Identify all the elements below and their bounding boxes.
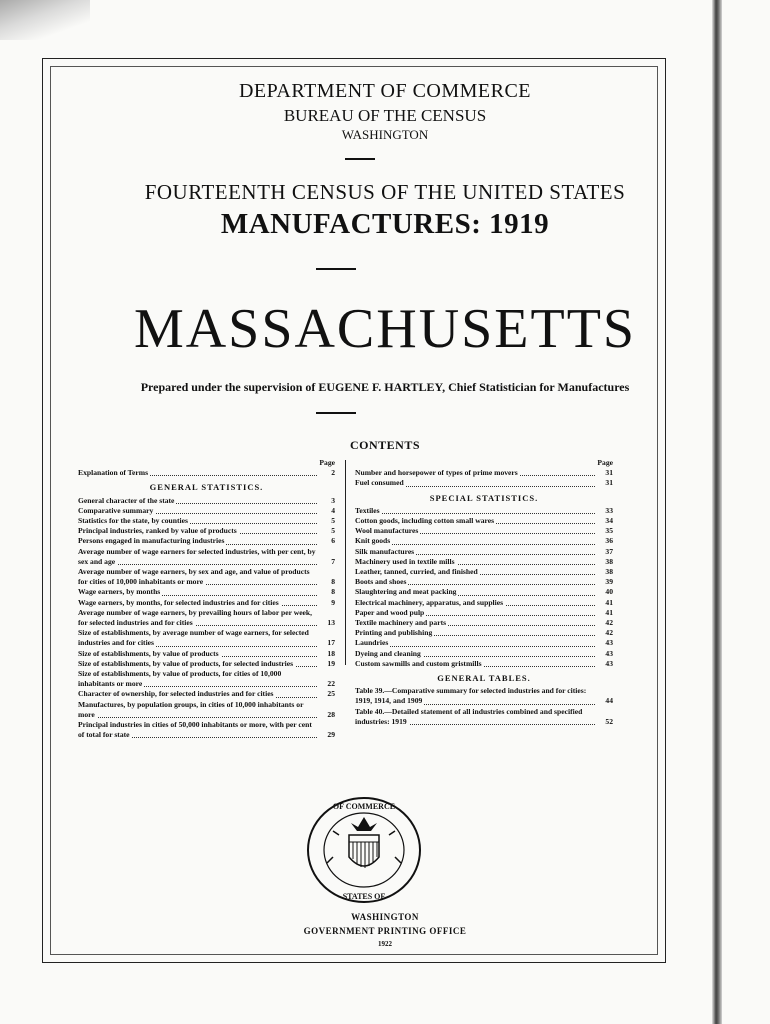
contents-entry[interactable]: Principal industries in cities of 50,000 inhabitants or more, with per cent of total for state 29 [78,720,335,740]
contents-entry[interactable]: Comparative summary 4 [78,505,335,515]
contents-entry[interactable]: Silk manufactures 37 [355,546,613,556]
divider [345,158,375,160]
contents-entry[interactable]: Statistics for the state, by counties 5 [78,516,335,526]
contents-entry[interactable]: Wool manufactures 35 [355,526,613,536]
binding-edge [712,0,722,1024]
department-title: DEPARTMENT OF COMMERCE [238,80,532,102]
contents-heading: CONTENTS [349,438,421,452]
contents-entry[interactable]: Explanation of Terms 2 [78,468,335,478]
contents-entry[interactable]: Manufactures, by population groups, in cities of 10,000 inhabitants or more 28 [78,699,335,719]
contents-entry[interactable]: Wage earners, by months, for selected industries and for cities 9 [78,597,335,607]
svg-text:OF COMMERCE: OF COMMERCE [332,802,396,811]
contents-entry[interactable]: Textiles 33 [355,505,613,515]
svg-text:STATES OF: STATES OF [342,892,386,901]
footer-office: GOVERNMENT PRINTING OFFICE [303,926,467,936]
contents-entry[interactable]: Size of establishments, by value of products, for selected industries 19 [78,658,335,668]
contents-entry[interactable]: Dyeing and cleaning 43 [355,648,613,658]
general-tables-heading: GENERAL TABLES. [437,673,531,684]
column-divider [345,460,346,665]
contents-entry[interactable]: Slaughtering and meat packing 40 [355,587,613,597]
contents-right-column [355,458,613,727]
contents-entry[interactable]: Cotton goods, including cotton small wares 34 [355,516,613,526]
bureau-title: BUREAU OF THE CENSUS [283,106,487,125]
divider [316,412,356,414]
contents-entry[interactable]: Custom sawmills and custom gristmills 43 [355,658,613,668]
census-title: FOURTEENTH CENSUS OF THE UNITED STATES [144,180,626,204]
contents-entry[interactable]: Character of ownership, for selected industries and for cities 25 [78,689,335,699]
footer-city: WASHINGTON [351,912,419,922]
contents-entry[interactable]: Electrical machinery, apparatus, and supplies 41 [355,597,613,607]
contents-entry[interactable]: Average number of wage earners for selected industries, with per cent, by sex and age 7 [78,546,335,566]
contents-entry[interactable]: Number and horsepower of types of prime movers 31 [355,468,613,478]
divider [316,268,356,270]
contents-entry[interactable]: Persons engaged in manufacturing industries 6 [78,536,335,546]
prepared-by: Prepared under the supervision of EUGENE F. HARTLEY, Chief Statistician for Manufactures [140,380,630,394]
contents-entry[interactable]: Laundries 43 [355,638,613,648]
contents-entry[interactable]: Size of establishments, by value of products 18 [78,648,335,658]
general-statistics-heading: GENERAL STATISTICS. [149,482,264,493]
contents-entry[interactable]: Table 40.—Detailed statement of all industries combined and specified industries: 1919 52 [355,706,613,726]
scan-corner-shadow [0,0,90,40]
contents-left-column [78,458,335,740]
contents-entry[interactable]: Average number of wage earners, by prevailing hours of labor per week, for selected industries and for cities 13 [78,607,335,628]
special-statistics-heading: SPECIAL STATISTICS. [429,492,539,503]
state-title: MASSACHUSETTS [133,298,637,360]
page-column-label: Page [597,458,613,467]
contents-entry[interactable]: Leather, tanned, curried, and finished 38 [355,567,613,577]
contents-entry[interactable]: Size of establishments, by average number of wage earners, for selected industries and for cities 17 [78,628,335,648]
contents-entry[interactable]: Principal industries, ranked by value of products 5 [78,526,335,536]
contents-entry[interactable]: Wage earners, by months 8 [78,587,335,597]
contents-entry[interactable]: Knit goods 36 [355,536,613,546]
page-column-label: Page [319,458,335,467]
contents-entry[interactable]: Printing and publishing 42 [355,628,613,638]
contents-entry[interactable]: Table 39.—Comparative summary for selected industries and for cities: 1919, 1914, and 1909 44 [355,686,613,706]
contents-entry[interactable]: Paper and wood pulp 41 [355,607,613,617]
contents-entry[interactable]: Boots and shoes 39 [355,577,613,587]
contents-entry[interactable]: General character of the state 3 [78,495,335,505]
contents-entry[interactable]: Average number of wage earners, by sex and age, and value of products for cities of 10,000 inhabitants or more 8 [78,567,335,587]
department-of-commerce-seal-icon [305,795,423,905]
header-city: WASHINGTON [341,127,429,142]
contents-entry[interactable]: Machinery used in textile mills 38 [355,556,613,566]
contents-entry[interactable]: Size of establishments, by value of products, for cities of 10,000 inhabitants or more 22 [78,669,335,689]
contents-entry[interactable]: Textile machinery and parts 42 [355,618,613,628]
subject-title: MANUFACTURES: 1919 [220,208,550,240]
footer-year: 1922 [378,940,392,948]
contents-entry[interactable]: Fuel consumed 31 [355,478,613,488]
